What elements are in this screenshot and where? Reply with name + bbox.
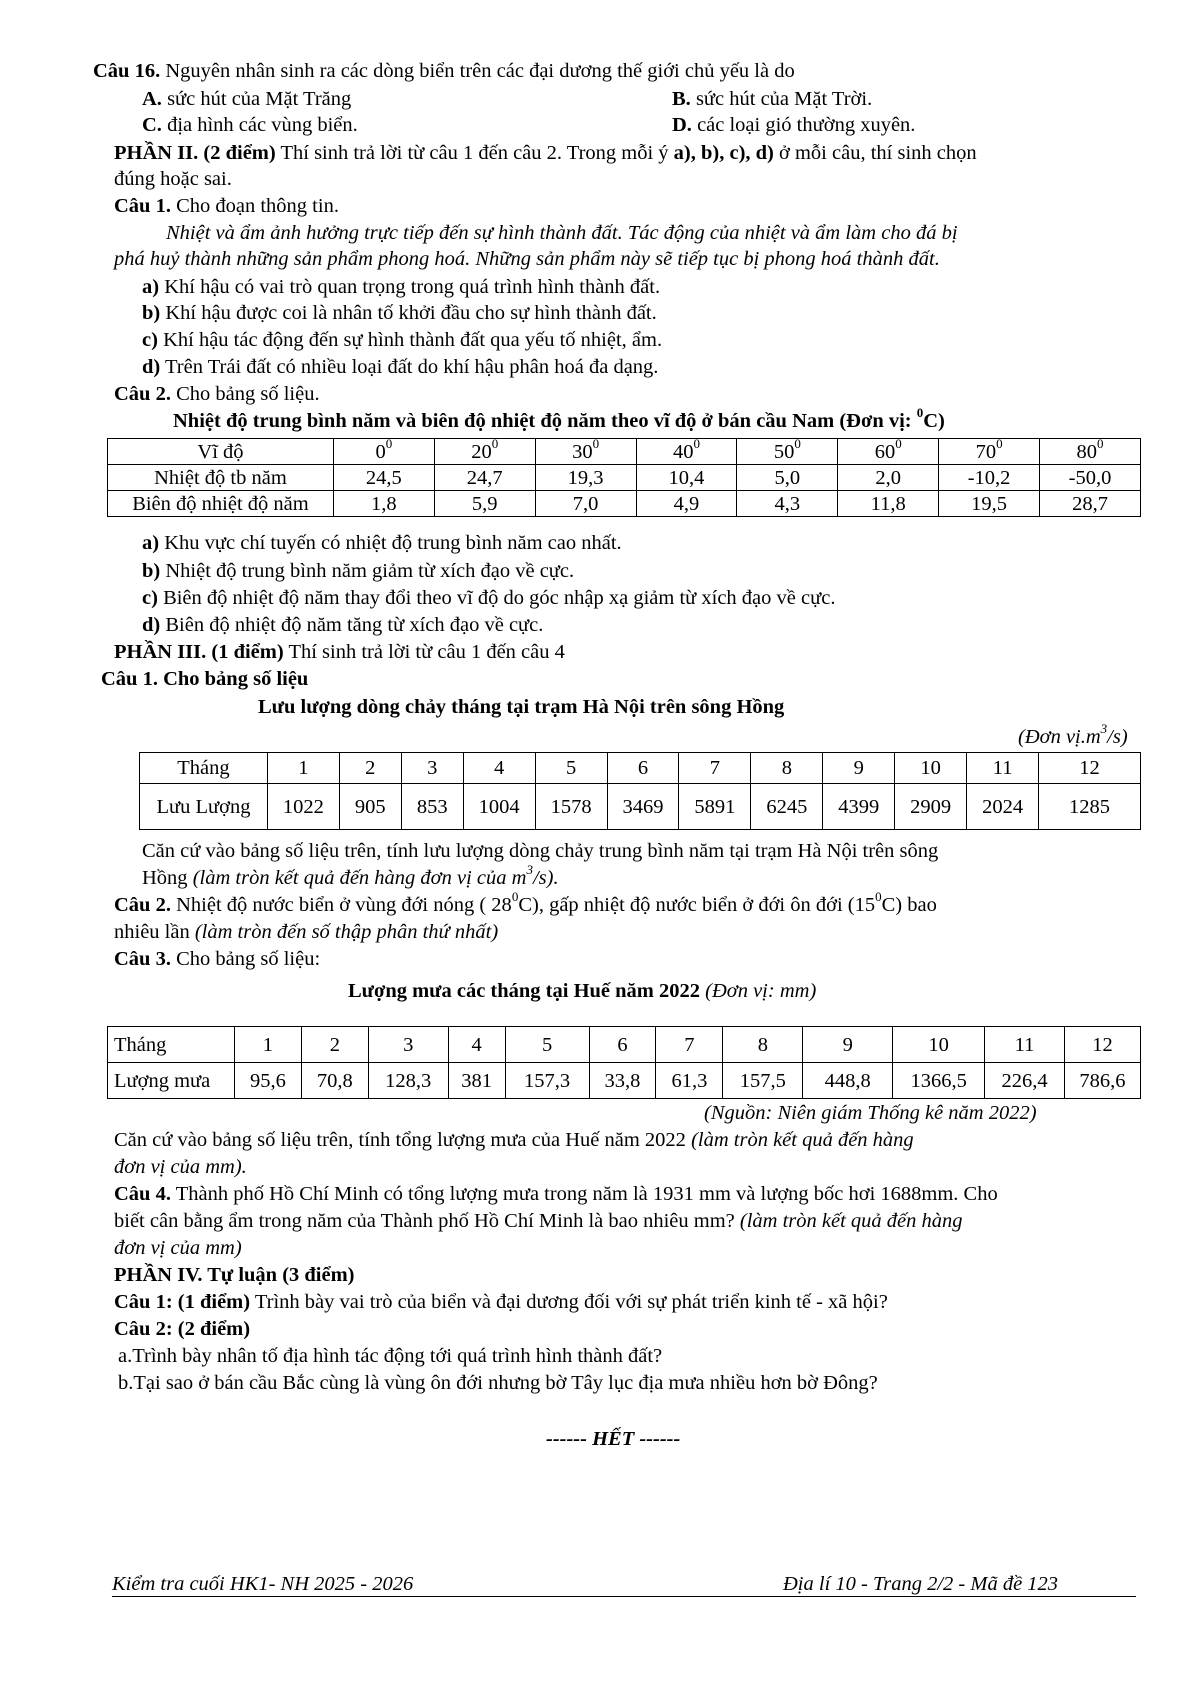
part2-q2-item-d: d) Biên độ nhiệt độ năm tăng từ xích đạo về cực. [142, 614, 544, 636]
rain-value-cell: 226,4 [985, 1063, 1065, 1099]
flow-table-unit: (Đơn $vị.m^3/s$) [1018, 721, 1128, 748]
temp-cell: 4,9 [636, 491, 737, 517]
temp-cell: 5,0 [737, 465, 838, 491]
flow-month-cell: 1 [267, 753, 339, 784]
flow-value-label: Lưu Lượng [140, 784, 268, 830]
q16-option-b: B. sức hút của Mặt Trời. [672, 88, 873, 110]
rain-month-cell: 5 [505, 1027, 589, 1063]
temp-lat-cell: $70^0$ [939, 439, 1040, 465]
flow-month-cell: 2 [339, 753, 401, 784]
part3-q1-task-line2: Hồng (làm tròn kết quả đến hàng đơn vị của $m^3/s$). [142, 862, 559, 889]
flow-value-cell: 1004 [463, 784, 535, 830]
part2-intro-cont: đúng hoặc sai. [114, 168, 232, 190]
temp-range-row [108, 491, 1141, 517]
end-mark: ------ HẾT ------ [546, 1428, 681, 1450]
temp-cell: 24,7 [434, 465, 535, 491]
flow-month-cell: 10 [895, 753, 967, 784]
part3-q1-task-line1: Căn cứ vào bảng số liệu trên, tính lưu lượng dòng chảy trung bình năm tại trạm Hà Nội trên sông [142, 840, 939, 862]
temp-cell: 7,0 [535, 491, 636, 517]
rain-month-cell: 9 [803, 1027, 893, 1063]
temp-cell: 19,3 [535, 465, 636, 491]
flow-value-cell: 853 [401, 784, 463, 830]
flow-value-cell: 1285 [1039, 784, 1141, 830]
temp-avg-row [108, 465, 1141, 491]
rain-month-cell: 2 [301, 1027, 368, 1063]
part2-q1-passage-line1: Nhiệt và ẩm ảnh hưởng trực tiếp đến sự hình thành đất. Tác động của nhiệt và ẩm làm cho đá bị [166, 222, 958, 244]
q16-stem: Câu 16. Nguyên nhân sinh ra các dòng biển trên các đại dương thế giới chủ yếu là do [93, 60, 795, 82]
part4-q2-b: b.Tại sao ở bán cầu Bắc cùng là vùng ôn đới nhưng bờ Tây lục địa mưa nhiều hơn bờ Đông? [118, 1372, 878, 1394]
flow-month-cell: 8 [751, 753, 823, 784]
flow-month-cell: 3 [401, 753, 463, 784]
part3-q3-task-line1: Căn cứ vào bảng số liệu trên, tính tổng lượng mưa của Huế năm 2022 (làm tròn kết quả đến hàng [114, 1129, 914, 1151]
flow-month-cell: 12 [1039, 753, 1141, 784]
rain-month-cell: 4 [448, 1027, 505, 1063]
part2-q1-item-c: c) Khí hậu tác động đến sự hình thành đất qua yếu tố nhiệt, ẩm. [142, 329, 663, 351]
part2-q2-item-c: c) Biên độ nhiệt độ năm thay đổi theo vĩ độ do góc nhập xạ giảm từ xích đạo về cực. [142, 587, 836, 609]
flow-month-cell: 9 [823, 753, 895, 784]
temp-header-row [108, 439, 1141, 465]
flow-table-title: Lưu lượng dòng chảy tháng tại trạm Hà Nội trên sông Hồng [258, 696, 785, 718]
flow-month-cell: 11 [967, 753, 1039, 784]
rain-value-cell: 786,6 [1064, 1063, 1140, 1099]
part4-q2-head: Câu 2: (2 điểm) [114, 1318, 251, 1340]
temp-table-title: Nhiệt độ trung bình năm và biên độ nhiệt độ năm theo vĩ độ ở bán cầu Nam (Đơn vị: $^0$C) [173, 405, 945, 432]
part3-q4-line2: biết cân bằng ẩm trong năm của Thành phố Hồ Chí Minh là bao nhiêu mm? (làm tròn kết quả đến hàng [114, 1210, 963, 1232]
flow-month-row [140, 753, 1141, 784]
flow-value-row [140, 784, 1141, 830]
flow-table [139, 752, 1141, 830]
temp-cell: 2,0 [838, 465, 939, 491]
rain-value-cell: 33,8 [589, 1063, 656, 1099]
temp-cell: 1,8 [333, 491, 434, 517]
rain-source: (Nguồn: Niên giám Thống kê năm 2022) [704, 1102, 1037, 1124]
temp-cell: 5,9 [434, 491, 535, 517]
flow-value-cell: 1022 [267, 784, 339, 830]
part2-q1-item-d: d) Trên Trái đất có nhiều loại đất do khí hậu phân hoá đa dạng. [142, 356, 659, 378]
rain-month-row [108, 1027, 1141, 1063]
flow-value-cell: 6245 [751, 784, 823, 830]
temp-cell: -50,0 [1040, 465, 1141, 491]
footer-rule [112, 1596, 1136, 1597]
part3-intro: PHẦN III. (1 điểm) Thí sinh trả lời từ câu 1 đến câu 4 [114, 641, 565, 663]
flow-month-cell: 6 [607, 753, 679, 784]
temperature-table [107, 435, 1141, 517]
part2-q1-item-a: a) Khí hậu có vai trò quan trọng trong quá trình hình thành đất. [142, 276, 661, 298]
rain-value-cell: 70,8 [301, 1063, 368, 1099]
flow-value-cell: 905 [339, 784, 401, 830]
flow-month-cell: 7 [679, 753, 751, 784]
rain-value-cell: 381 [448, 1063, 505, 1099]
temp-cell: 4,3 [737, 491, 838, 517]
temp-cell: 19,5 [939, 491, 1040, 517]
part2-q1-item-b: b) Khí hậu được coi là nhân tố khởi đầu cho sự hình thành đất. [142, 302, 657, 324]
rain-value-cell: 1366,5 [893, 1063, 985, 1099]
rain-value-row [108, 1063, 1141, 1099]
temp-header-label: Vĩ độ [108, 439, 334, 465]
rain-month-cell: 1 [234, 1027, 301, 1063]
footer-right: Địa lí 10 - Trang 2/2 - Mã đề 123 [783, 1573, 1059, 1595]
temp-cell: -10,2 [939, 465, 1040, 491]
q16-option-c: C. địa hình các vùng biển. [142, 114, 358, 136]
temp-lat-cell: $20^0$ [434, 439, 535, 465]
rainfall-table [107, 1026, 1141, 1099]
temp-range-label: Biên độ nhiệt độ năm [108, 491, 334, 517]
flow-month-cell: 4 [463, 753, 535, 784]
temp-cell: 11,8 [838, 491, 939, 517]
rain-month-cell: 8 [723, 1027, 803, 1063]
flow-value-cell: 2909 [895, 784, 967, 830]
temp-cell: 28,7 [1040, 491, 1141, 517]
rain-month-cell: 6 [589, 1027, 656, 1063]
part3-q4-line1: Câu 4. Thành phố Hồ Chí Minh có tổng lượng mưa trong năm là 1931 mm và lượng bốc hơi 1688mm. Cho [114, 1183, 998, 1205]
rain-value-cell: 128,3 [368, 1063, 448, 1099]
flow-value-cell: 4399 [823, 784, 895, 830]
temp-lat-cell: $40^0$ [636, 439, 737, 465]
temp-cell: 10,4 [636, 465, 737, 491]
rain-value-label: Lượng mưa [108, 1063, 235, 1099]
q16-option-d: D. các loại gió thường xuyên. [672, 114, 916, 136]
temp-lat-cell: $50^0$ [737, 439, 838, 465]
part3-q3-task-line2: đơn vị của mm). [114, 1156, 247, 1178]
rain-value-cell: 157,3 [505, 1063, 589, 1099]
rain-month-cell: 7 [656, 1027, 723, 1063]
rain-value-cell: 448,8 [803, 1063, 893, 1099]
part3-q4-line3: đơn vị của mm) [114, 1237, 242, 1259]
part3-q3-head: Câu 3. Cho bảng số liệu: [114, 948, 321, 970]
flow-value-cell: 3469 [607, 784, 679, 830]
rain-table-title: Lượng mưa các tháng tại Huế năm 2022 (Đơn vị: mm) [348, 980, 817, 1002]
temp-lat-cell: $80^0$ [1040, 439, 1141, 465]
flow-month-label: Tháng [140, 753, 268, 784]
temp-avg-label: Nhiệt độ tb năm [108, 465, 334, 491]
part4-q1: Câu 1: (1 điểm) Trình bày vai trò của biển và đại dương đối với sự phát triển kinh tế - xã hội? [114, 1291, 888, 1313]
part4-title: PHẦN IV. Tự luận (3 điểm) [114, 1264, 355, 1286]
part2-q1-passage-line2: phá huỷ thành những sản phẩm phong hoá. Những sản phẩm này sẽ tiếp tục bị phong hoá thành đất. [114, 248, 940, 270]
q16-option-a: A. sức hút của Mặt Trăng [142, 88, 352, 110]
part3-q2: Câu 2. Nhiệt độ nước biển ở vùng đới nóng ( $28^0C$), gấp nhiệt độ nước biển ở đới ôn đới $(15^0C)$ bao [114, 889, 937, 916]
rain-value-cell: 95,6 [234, 1063, 301, 1099]
rain-value-cell: 157,5 [723, 1063, 803, 1099]
rain-month-cell: 12 [1064, 1027, 1140, 1063]
flow-value-cell: 2024 [967, 784, 1039, 830]
part2-q2-item-a: a) Khu vực chí tuyến có nhiệt độ trung bình năm cao nhất. [142, 532, 622, 554]
part2-q2-head: Câu 2. Cho bảng số liệu. [114, 383, 320, 405]
part3-q1-head: Câu 1. Cho bảng số liệu [101, 668, 309, 690]
rain-month-label: Tháng [108, 1027, 235, 1063]
temp-cell: 24,5 [333, 465, 434, 491]
rain-month-cell: 11 [985, 1027, 1065, 1063]
rain-month-cell: 10 [893, 1027, 985, 1063]
part2-intro: PHẦN II. (2 điểm) Thí sinh trả lời từ câu 1 đến câu 2. Trong mỗi ý a), b), c), d) ở mỗi câu, thí sinh chọn [114, 142, 977, 164]
temp-lat-cell: $60^0$ [838, 439, 939, 465]
part4-q2-a: a.Trình bày nhân tố địa hình tác động tới quá trình hình thành đất? [118, 1345, 663, 1367]
temp-lat-cell: $30^0$ [535, 439, 636, 465]
part2-q2-item-b: b) Nhiệt độ trung bình năm giảm từ xích đạo về cực. [142, 560, 575, 582]
footer-left: Kiểm tra cuối HK1- NH 2025 - 2026 [112, 1573, 414, 1595]
part3-q2-line2: nhiêu lần (làm tròn đến số thập phân thứ nhất) [114, 921, 499, 943]
part2-q1-head: Câu 1. Cho đoạn thông tin. [114, 195, 339, 217]
rain-month-cell: 3 [368, 1027, 448, 1063]
flow-month-cell: 5 [535, 753, 607, 784]
rain-value-cell: 61,3 [656, 1063, 723, 1099]
flow-value-cell: 1578 [535, 784, 607, 830]
temp-lat-cell: $0^0$ [333, 439, 434, 465]
flow-value-cell: 5891 [679, 784, 751, 830]
